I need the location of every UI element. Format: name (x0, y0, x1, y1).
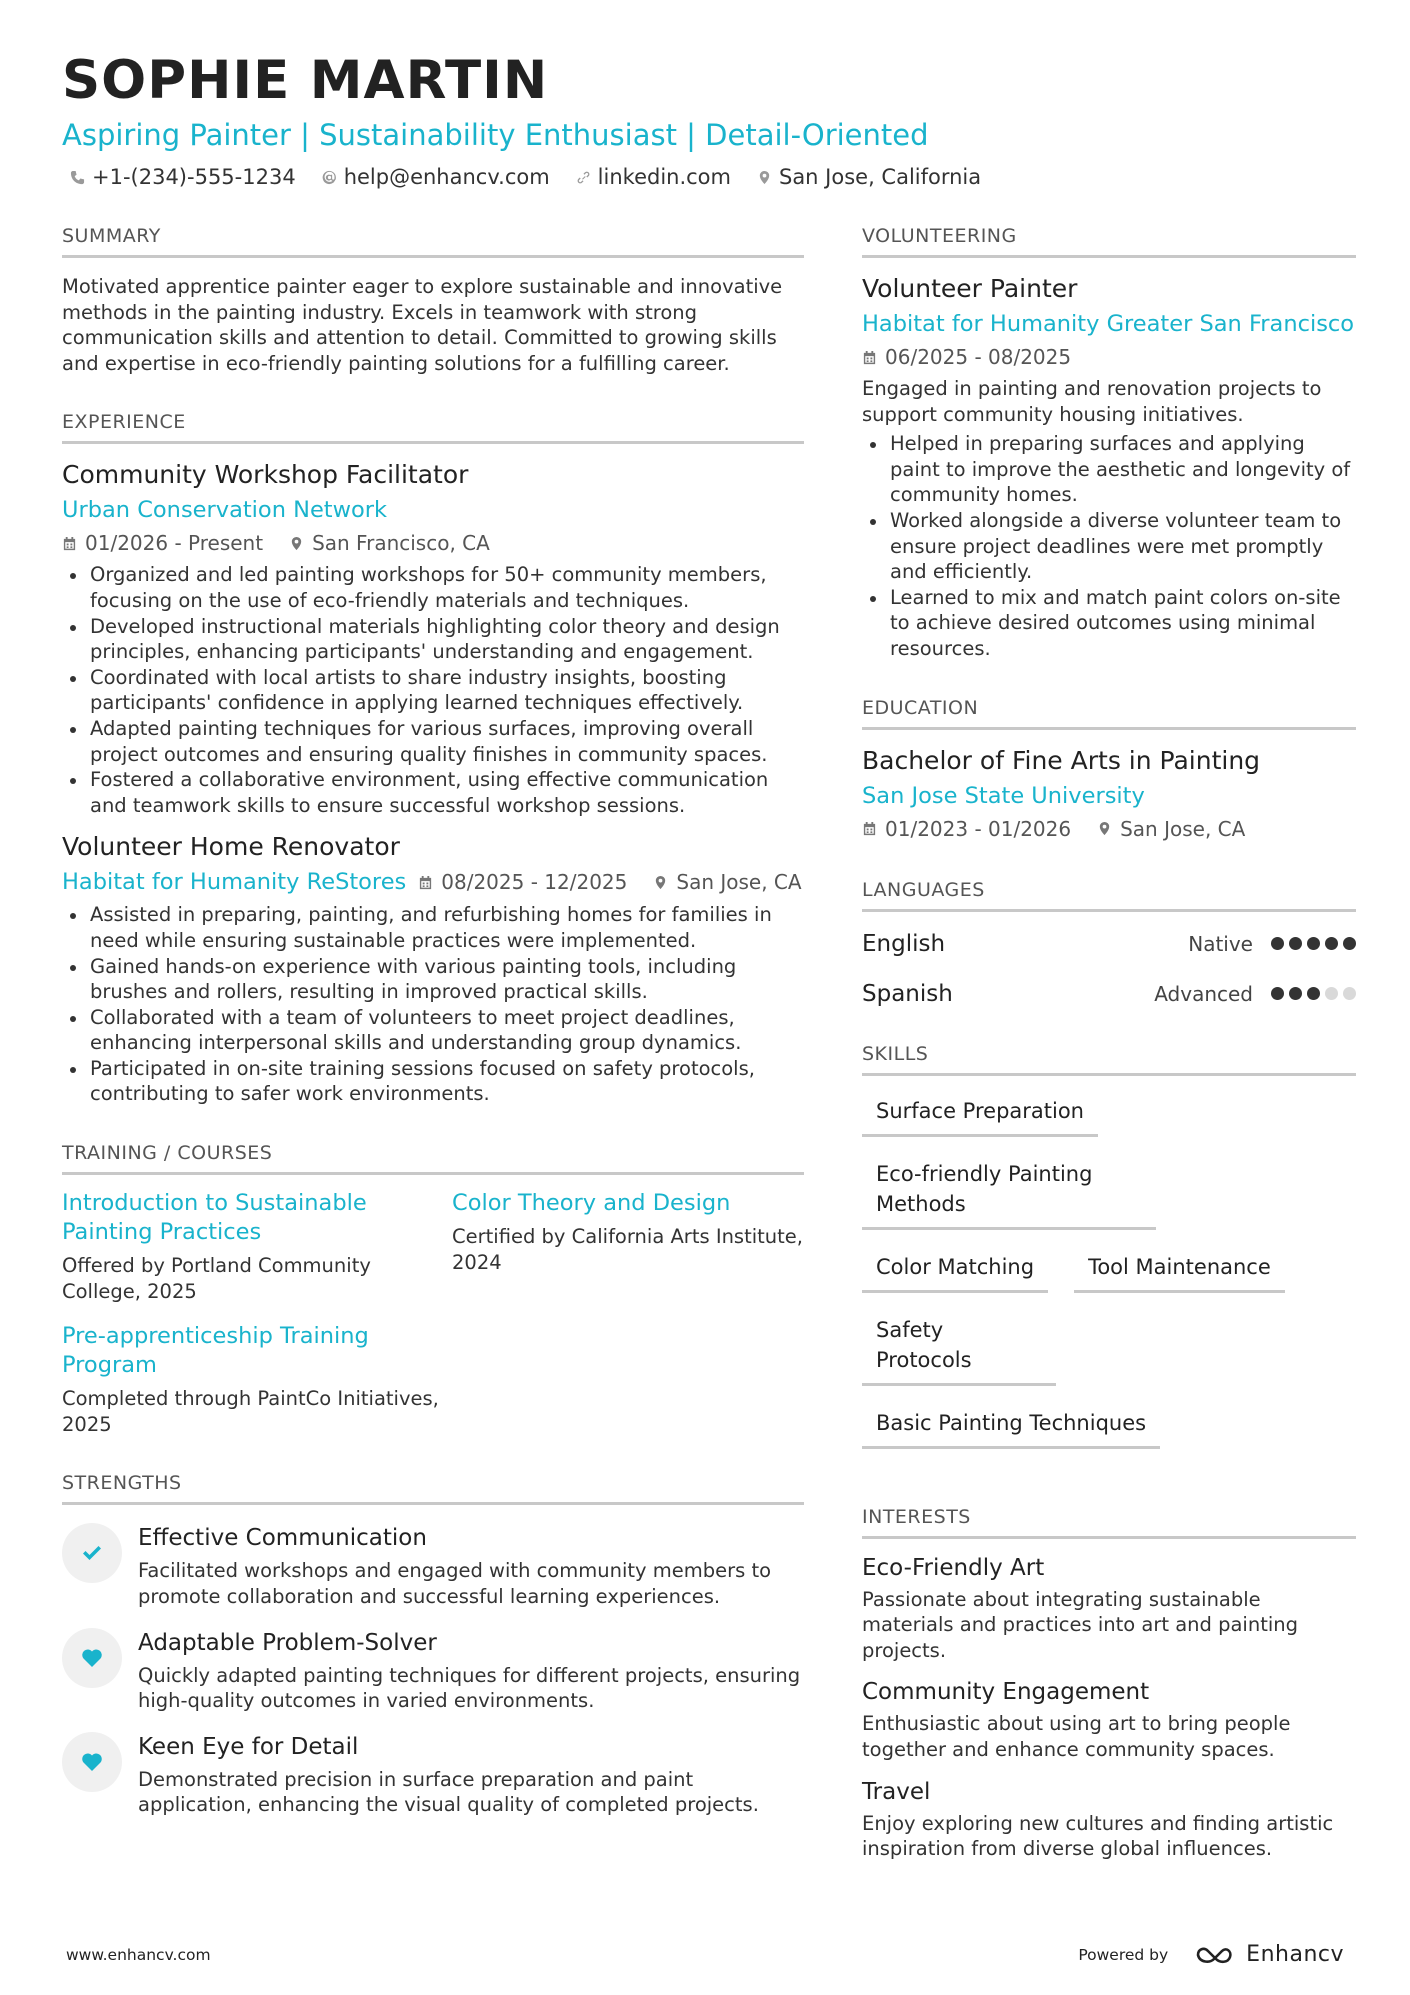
rating-dot-filled (1307, 987, 1320, 1000)
languages-heading: LANGUAGES (862, 878, 1356, 912)
rating-dot-filled (1307, 937, 1320, 950)
powered-by-label: Powered by (1078, 1945, 1169, 1964)
interest-item (862, 1777, 1356, 1862)
job-title: Volunteer Home Renovator (62, 832, 400, 862)
job-org[interactable]: Urban Conservation Network (62, 497, 388, 524)
job-org-meta (62, 866, 804, 898)
rating-dot-filled (1325, 937, 1338, 950)
strength-icon-badge (62, 1732, 122, 1792)
course-item (62, 1322, 452, 1437)
linkedin-text: linkedin.com (597, 165, 731, 189)
volunteer-dates (862, 342, 1071, 372)
strength-desc: Facilitated workshops and engaged with community members to promote collaboration and successful learning experiences. (138, 1559, 772, 1609)
rating-dot-filled (1289, 987, 1302, 1000)
interest-item (862, 1677, 1356, 1762)
skill-tag: Safety Protocols (862, 1305, 1056, 1386)
language-level: Advanced (1154, 981, 1253, 1006)
volunteer-bullets (862, 431, 1356, 661)
experience-heading: EXPERIENCE (62, 410, 804, 444)
education-location (1097, 814, 1245, 844)
interest-desc: Passionate about integrating sustainable materials and practices into art and painting projects. (862, 1587, 1298, 1662)
interest-desc: Enjoy exploring new cultures and finding artistic inspiration from diverse global influences. (862, 1811, 1334, 1861)
volunteer-meta (862, 342, 1356, 372)
language-row (862, 926, 1356, 962)
list-item: Coordinated with local artists to share industry insights, boosting participants' confidence in applying learned techniques effectively. (62, 665, 804, 716)
strengths-section (62, 1471, 804, 1818)
strength-desc: Demonstrated precision in surface preparation and paint application, enhancing the visual quality of completed projects. (138, 1767, 759, 1817)
candidate-name: SOPHIE MARTIN (62, 50, 549, 111)
list-item: Helped in preparing surfaces and applying paint to improve the aesthetic and longevity of community homes. (862, 431, 1356, 508)
strength-body (138, 1732, 804, 1818)
summary-heading: SUMMARY (62, 224, 804, 258)
left-column (62, 224, 804, 1842)
job-title: Community Workshop Facilitator (62, 460, 469, 490)
language-rating (1271, 987, 1356, 1000)
list-item: Learned to mix and match paint colors on-site to achieve desired outcomes using minimal resources. (862, 585, 1356, 662)
rating-dot-filled (1271, 987, 1284, 1000)
strengths-heading: STRENGTHS (62, 1471, 804, 1505)
strength-title: Adaptable Problem-Solver (138, 1629, 437, 1656)
job-location (653, 867, 801, 897)
course-desc: Certified by California Arts Institute, 2024 (452, 1225, 803, 1274)
job-dates-text: 01/2026 - Present (85, 531, 264, 556)
education-entry (862, 744, 1356, 844)
strength-item (62, 1628, 804, 1714)
volunteer-desc: Engaged in painting and renovation projects to support community housing initiatives. (862, 377, 1322, 426)
footer-url[interactable]: www.enhancv.com (66, 1945, 211, 1964)
skill-tag: Basic Painting Techniques (862, 1398, 1160, 1449)
strength-desc: Quickly adapted painting techniques for different projects, ensuring high-quality outcomes in varied environments. (138, 1663, 801, 1713)
skills-heading: SKILLS (862, 1042, 1356, 1076)
job-meta (62, 528, 804, 558)
job-org[interactable]: Habitat for Humanity ReStores (62, 869, 407, 896)
contact-phone[interactable] (70, 162, 296, 192)
contact-linkedin[interactable] (576, 162, 731, 192)
rating-dot-empty (1325, 987, 1338, 1000)
contact-email[interactable] (322, 162, 550, 192)
list-item: Fostered a collaborative environment, using effective communication and teamwork skills to ensure successful workshop sessions. (62, 767, 804, 818)
strength-icon-badge (62, 1523, 122, 1583)
interest-title: Travel (862, 1778, 931, 1805)
list-item: Participated in on-site training sessions focused on safety protocols, contributing to safer work environments. (62, 1056, 804, 1107)
interests-heading: INTERESTS (862, 1505, 1356, 1539)
language-level: Native (1188, 931, 1253, 956)
training-section (62, 1141, 804, 1437)
job-entry (62, 830, 804, 1107)
experience-section (62, 410, 804, 1107)
interests-section (862, 1505, 1356, 1862)
job-bullets (62, 902, 804, 1107)
interest-title: Eco-Friendly Art (862, 1554, 1045, 1581)
strength-title: Keen Eye for Detail (138, 1733, 359, 1760)
location-pin-icon (653, 875, 668, 890)
course-title: Color Theory and Design (452, 1190, 731, 1217)
volunteer-dates-text: 06/2025 - 08/2025 (885, 345, 1072, 369)
language-name: English (862, 930, 946, 957)
strength-title: Effective Communication (138, 1525, 427, 1552)
location-pin-icon (757, 170, 772, 185)
link-icon (576, 170, 591, 185)
language-name: Spanish (862, 980, 953, 1007)
rating-dot-empty (1343, 987, 1356, 1000)
training-heading: TRAINING / COURSES (62, 1141, 804, 1175)
summary-text: Motivated apprentice painter eager to explore sustainable and innovative methods in the painting industry. Excels in teamwork with strong communication skills and attention to detail. Committed to growing skills and expertise in eco-friendly painting solutions for a fulfilling career. (62, 275, 783, 375)
calendar-icon (862, 821, 877, 836)
brand-name: Enhancv (1246, 1942, 1344, 1967)
strength-item (62, 1523, 804, 1609)
education-meta (862, 814, 1356, 844)
course-desc: Completed through PaintCo Initiatives, 2025 (62, 1387, 439, 1436)
degree-title: Bachelor of Fine Arts in Painting (862, 745, 1261, 775)
header (62, 50, 1362, 192)
job-dates-text: 08/2025 - 12/2025 (441, 870, 628, 895)
course-desc: Offered by Portland Community College, 2025 (62, 1254, 371, 1303)
skill-tag: Eco-friendly Painting Methods (862, 1149, 1156, 1230)
list-item: Collaborated with a team of volunteers to meet project deadlines, enhancing interpersonal skills and understanding group dynamics. (62, 1005, 804, 1056)
list-item: Worked alongside a diverse volunteer team to ensure project deadlines were met promptly and efficiently. (862, 508, 1356, 585)
education-section (862, 696, 1356, 844)
language-row (862, 976, 1356, 1012)
enhancv-logo-icon (1194, 1943, 1238, 1967)
list-item: Organized and led painting workshops for 50+ community members, focusing on the use of eco-friendly materials and techniques. (62, 562, 804, 613)
candidate-title: Aspiring Painter | Sustainability Enthusiast | Detail-Oriented (62, 118, 929, 152)
email-text: help@enhancv.com (343, 165, 550, 189)
education-dates (862, 814, 1071, 844)
education-location-text: San Jose, CA (1120, 816, 1246, 841)
list-item: Adapted painting techniques for various surfaces, improving overall project outcomes and ensuring quality finishes in community spaces. (62, 716, 804, 767)
phone-text: +1-(234)-555-1234 (92, 165, 296, 189)
brand-logo[interactable] (1194, 1942, 1344, 1967)
contact-bar (62, 162, 1362, 192)
job-dates (62, 528, 263, 558)
job-location-text: San Jose, CA (676, 870, 802, 895)
education-dates-text: 01/2023 - 01/2026 (885, 816, 1072, 841)
rating-dot-filled (1289, 937, 1302, 950)
contact-location (757, 162, 981, 192)
strength-body (138, 1523, 804, 1609)
course-title: Introduction to Sustainable Painting Practices (62, 1190, 367, 1246)
interest-item (862, 1553, 1356, 1664)
volunteer-org[interactable]: Habitat for Humanity Greater San Francisco (862, 311, 1355, 337)
rating-dot-filled (1343, 937, 1356, 950)
volunteering-heading: VOLUNTEERING (862, 224, 1356, 258)
volunteering-section (862, 224, 1356, 662)
strength-item (62, 1732, 804, 1818)
list-item: Assisted in preparing, painting, and refurbishing homes for families in need while ensuring sustainable practices were implemented. (62, 902, 804, 953)
course-item (62, 1189, 452, 1304)
location-text: San Jose, California (778, 165, 982, 189)
job-location-text: San Francisco, CA (312, 531, 490, 556)
calendar-icon (62, 536, 77, 551)
course-title: Pre-apprenticeship Training Program (62, 1323, 369, 1379)
footer (66, 1942, 1344, 1967)
location-pin-icon (289, 536, 304, 551)
course-item (452, 1189, 804, 1304)
list-item: Gained hands-on experience with various painting tools, including brushes and rollers, resulting in improved practical skills. (62, 954, 804, 1005)
skill-tag: Tool Maintenance (1074, 1242, 1285, 1293)
school-name[interactable]: San Jose State University (862, 782, 1145, 809)
strength-body (138, 1628, 804, 1714)
skill-tags (862, 1086, 1356, 1461)
summary-section (62, 224, 804, 376)
volunteer-entry (862, 272, 1356, 662)
skill-tag: Color Matching (862, 1242, 1048, 1293)
language-rating (1271, 937, 1356, 950)
course-grid (62, 1189, 804, 1437)
at-icon (322, 170, 337, 185)
powered-by (1078, 1942, 1344, 1967)
calendar-icon (862, 350, 877, 365)
heart-icon (80, 1646, 104, 1670)
job-meta (418, 867, 801, 897)
skill-tag: Surface Preparation (862, 1086, 1098, 1137)
calendar-icon (418, 875, 433, 890)
job-bullets (62, 562, 804, 818)
languages-section (862, 878, 1356, 1012)
heart-icon (80, 1750, 104, 1774)
job-dates (418, 867, 627, 897)
rating-dot-filled (1271, 937, 1284, 950)
strength-icon-badge (62, 1628, 122, 1688)
education-heading: EDUCATION (862, 696, 1356, 730)
job-location (289, 528, 490, 558)
volunteer-title: Volunteer Painter (862, 274, 1078, 303)
check-icon (80, 1541, 104, 1565)
job-entry (62, 458, 804, 818)
interest-title: Community Engagement (862, 1679, 1150, 1706)
right-column (862, 224, 1356, 1886)
skills-section (862, 1042, 1356, 1461)
interest-desc: Enthusiastic about using art to bring people together and enhance community spaces. (862, 1712, 1291, 1761)
phone-icon (70, 170, 85, 185)
location-pin-icon (1097, 821, 1112, 836)
list-item: Developed instructional materials highlighting color theory and design principles, enhancing participants' understanding and engagement. (62, 614, 804, 665)
